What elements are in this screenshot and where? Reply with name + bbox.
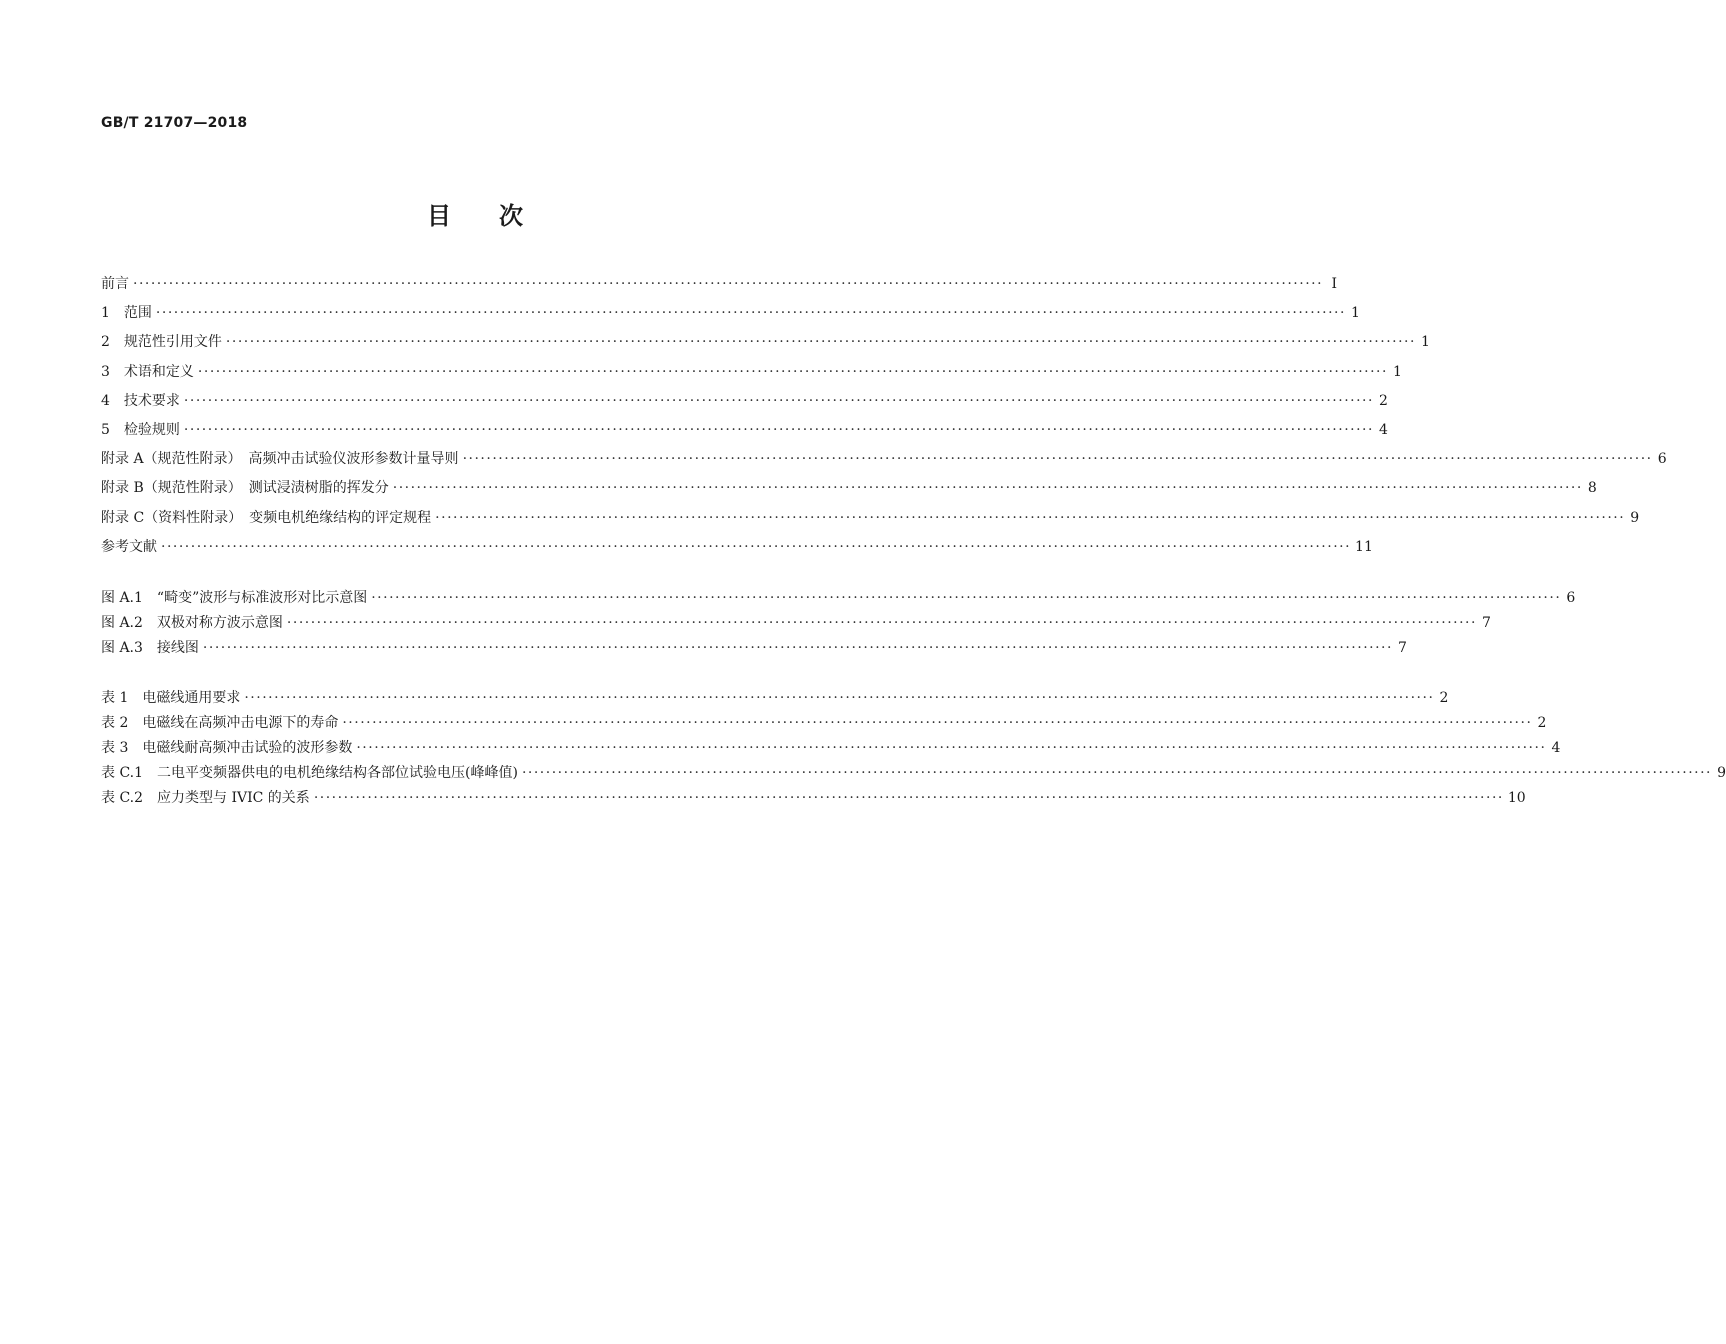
dot-leader: ········································································································································································································ (183, 422, 1374, 438)
toc-entry-page: 1 (1351, 305, 1360, 322)
toc-entry-label: 5 检验规则 (101, 422, 180, 438)
dot-leader: ········································································································································································································ (286, 615, 1477, 631)
toc-entry-label: 3 术语和定义 (101, 363, 194, 380)
dot-leader: ········································································································································································································ (225, 334, 1416, 351)
table-entry[interactable] (101, 713, 1547, 733)
dot-leader: ········································································································································································································ (435, 509, 1626, 526)
toc-entry[interactable] (101, 537, 1373, 557)
toc-entry-page: 9 (1630, 509, 1640, 526)
dot-leader: ········································································································································································································ (197, 363, 1388, 380)
dot-leader: ········································································································································································································ (244, 690, 1435, 706)
dot-leader: ········································································································································································································ (356, 740, 1547, 756)
toc-entry-page: 11 (1355, 538, 1373, 555)
table-entry-page: 10 (1507, 790, 1526, 806)
table-entry[interactable] (101, 788, 1526, 808)
toc-entry-label: 1 范围 (101, 305, 152, 322)
table-entry-label: 表 1 电磁线通用要求 (101, 690, 241, 706)
toc-entry[interactable] (101, 274, 1338, 294)
page-title: 目 次 (427, 201, 523, 230)
dot-leader: ········································································································································································································ (183, 392, 1374, 409)
dot-leader: ········································································································································································································ (392, 480, 1583, 497)
toc-entry-page: 6 (1657, 451, 1667, 468)
toc-entry[interactable] (101, 362, 1402, 382)
dot-leader: ········································································································································································································ (155, 305, 1346, 322)
table-entry[interactable] (101, 763, 1726, 783)
table-entry-label: 表 C.2 应力类型与 IVIC 的关系 (101, 790, 310, 806)
figure-entry-page: 7 (1398, 640, 1407, 656)
figure-entry-page: 7 (1482, 615, 1491, 631)
figure-entry-label: 图 A.1 “畸变”波形与标准波形对比示意图 (101, 590, 368, 606)
toc-entry-label: 附录 A（规范性附录） 高频冲击试验仪波形参数计量导则 (101, 451, 459, 468)
dot-leader: ········································································································································································································ (161, 538, 1352, 555)
figure-entry[interactable] (101, 638, 1407, 658)
table-entry[interactable] (101, 688, 1449, 708)
toc-entry-page: 8 (1587, 480, 1597, 497)
toc-entry-label: 附录 B（规范性附录） 测试浸渍树脂的挥发分 (101, 480, 389, 497)
dot-leader: ········································································································································································································ (202, 640, 1393, 656)
toc-entry-label: 前言 (101, 276, 129, 292)
table-entry-label: 表 C.1 二电平变频器供电的电机绝缘结构各部位试验电压(峰峰值) (101, 765, 518, 781)
toc-entry-page: 4 (1379, 422, 1388, 438)
table-entry-label: 表 3 电磁线耐高频冲击试验的波形参数 (101, 740, 353, 756)
dot-leader: ········································································································································································································ (371, 590, 1562, 606)
dot-leader: ········································································································································································································ (521, 765, 1712, 781)
toc-entry[interactable] (101, 303, 1360, 323)
toc-entry-label: 2 规范性引用文件 (101, 334, 222, 351)
toc-entry-label: 参考文献 (101, 538, 157, 555)
dot-leader: ········································································································································································································ (342, 715, 1533, 731)
table-entry-page: 4 (1551, 740, 1561, 756)
toc-entry-page: 2 (1379, 392, 1388, 409)
table-entry[interactable] (101, 738, 1561, 758)
toc-entry-page: Ⅰ (1331, 276, 1338, 292)
figure-entry-label: 图 A.3 接线图 (101, 640, 199, 656)
toc-entry-page: 1 (1421, 334, 1430, 351)
dot-leader: ········································································································································································································ (462, 451, 1653, 468)
toc-entry-label: 4 技术要求 (101, 392, 180, 409)
dot-leader: ········································································································································································································ (133, 276, 1324, 292)
figure-entry[interactable] (101, 588, 1576, 608)
table-entry-page: 9 (1717, 765, 1726, 781)
figure-entry-page: 6 (1566, 590, 1576, 606)
figure-entry[interactable] (101, 613, 1491, 633)
toc-entry[interactable] (101, 449, 1667, 469)
toc-entry[interactable] (101, 332, 1430, 352)
table-entry-page: 2 (1439, 690, 1449, 706)
toc-entry[interactable] (101, 391, 1388, 411)
figure-entry-label: 图 A.2 双极对称方波示意图 (101, 615, 283, 631)
table-entry-page: 2 (1537, 715, 1547, 731)
toc-entry[interactable] (101, 508, 1640, 528)
toc-entry-page: 1 (1393, 363, 1402, 380)
toc-entry-label: 附录 C（资料性附录） 变频电机绝缘结构的评定规程 (101, 509, 432, 526)
dot-leader: ········································································································································································································ (313, 790, 1504, 806)
toc-entry[interactable] (101, 478, 1597, 498)
standard-code: GB/T 21707—2018 (101, 115, 248, 131)
table-entry-label: 表 2 电磁线在高频冲击电源下的寿命 (101, 715, 339, 731)
toc-entry[interactable] (101, 420, 1388, 440)
